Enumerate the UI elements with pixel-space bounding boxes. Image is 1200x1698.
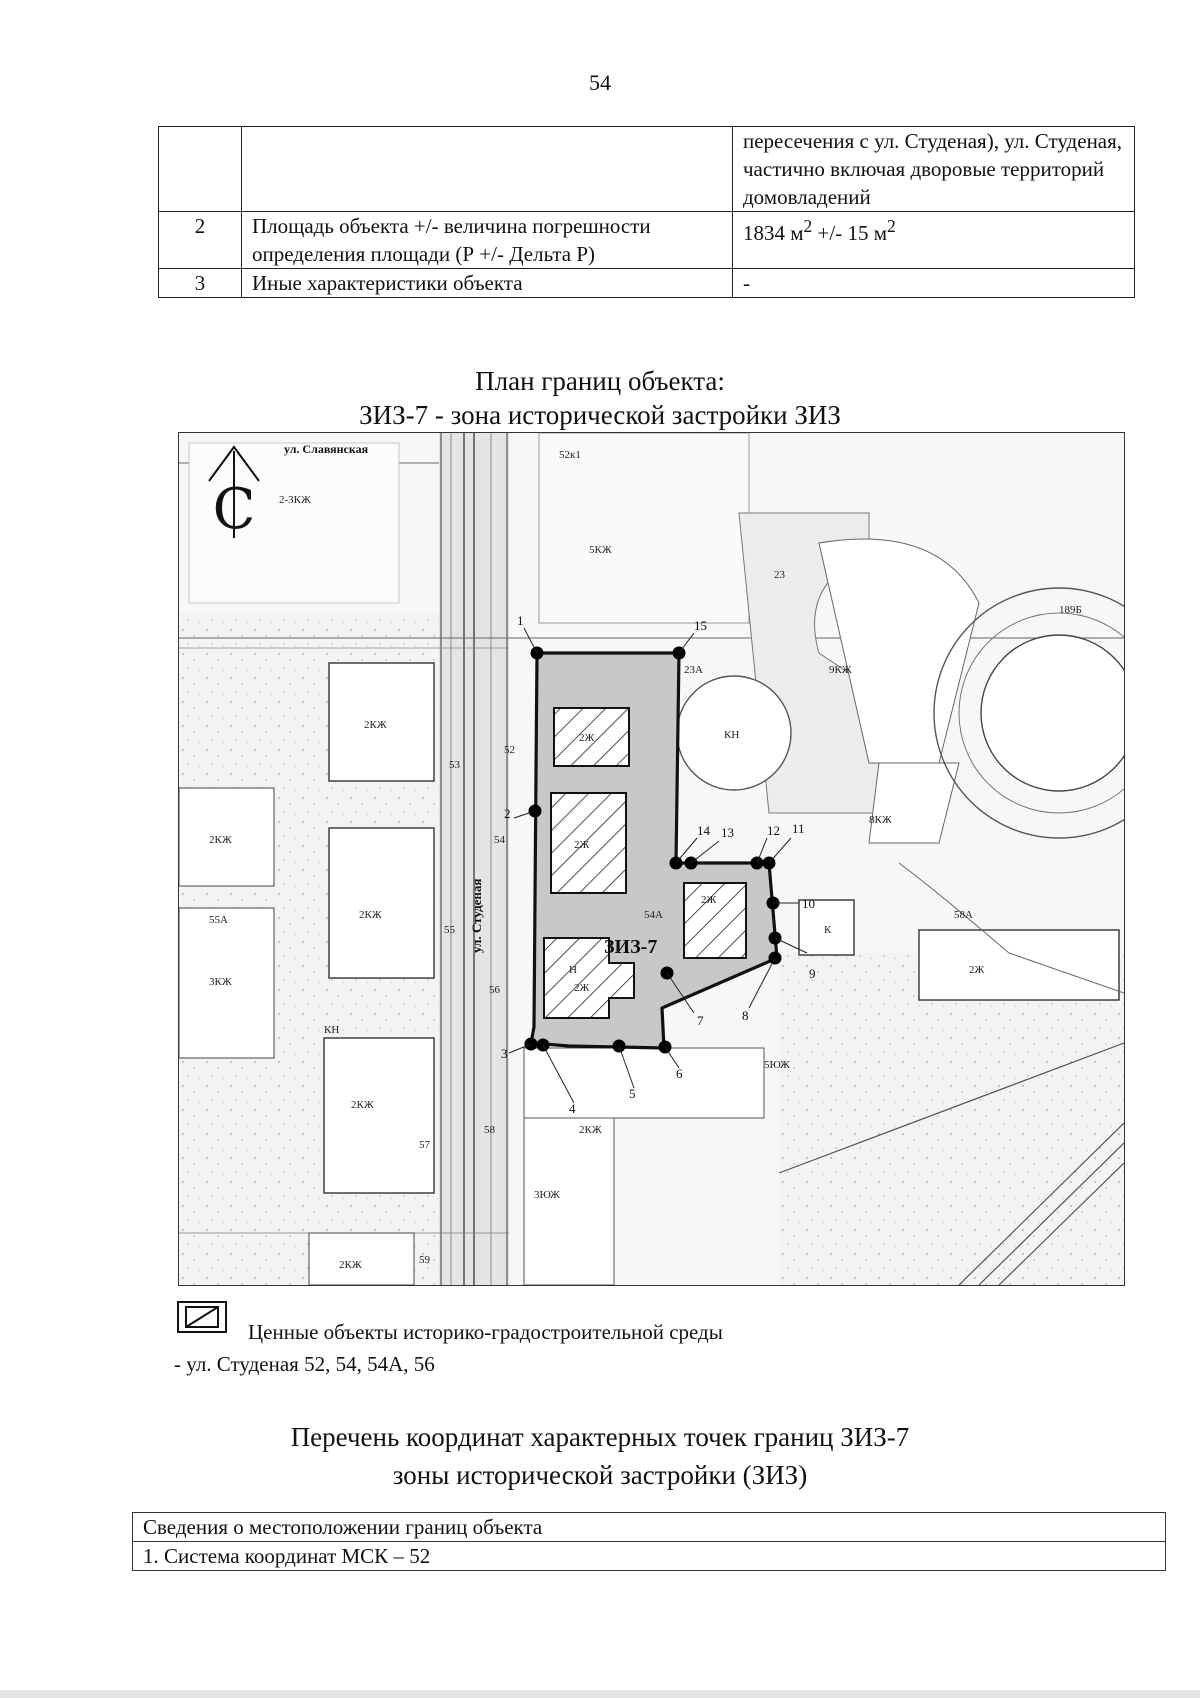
page-edge [0, 1690, 1200, 1698]
parcel-label: 2КЖ [579, 1124, 602, 1136]
table-cell: Сведения о местоположении границ объекта [133, 1513, 1166, 1542]
parcel-label: КН [724, 729, 740, 741]
area-main: 1834 м [743, 221, 804, 245]
row-label: Иные характеристики объекта [242, 269, 733, 298]
table-row [159, 127, 1135, 212]
parcel-label: 54А [644, 909, 663, 921]
parcel-label: 2-3КЖ [279, 494, 311, 506]
parcel-label: 2Ж [574, 982, 590, 994]
table-row [133, 1542, 1166, 1571]
point-label: 14 [697, 823, 710, 838]
point-label: 2 [504, 806, 511, 821]
north-letter: С [212, 477, 256, 542]
parcel-label: 58А [954, 909, 973, 921]
point-label: 9 [809, 966, 816, 981]
row-label: Площадь объекта +/- величина погрешности определения площади (Р +/- Дельта Р) [242, 212, 733, 269]
row-number: 3 [159, 269, 242, 298]
parcel-label: 2КЖ [339, 1259, 362, 1271]
parcel-label: 56 [489, 984, 500, 996]
point-label: 1 [517, 613, 524, 628]
point-label: 8 [742, 1008, 749, 1023]
parcel-label: 54 [494, 834, 505, 846]
hatched-building-legend-icon [176, 1300, 228, 1334]
point-label: 15 [694, 618, 707, 633]
point-label: 10 [802, 896, 815, 911]
parcel-label: 55 [444, 924, 455, 936]
point-label: 7 [697, 1013, 704, 1028]
point-label: 5 [629, 1086, 636, 1101]
parcel-label: 23А [684, 664, 703, 676]
row-value: - [733, 269, 1135, 298]
parcel-label: 2КЖ [351, 1099, 374, 1111]
parcel-label: 2Ж [969, 964, 985, 976]
point-label: 6 [676, 1066, 683, 1081]
object-info-table [158, 126, 1135, 298]
page-number: 54 [589, 70, 611, 95]
point-label: 11 [792, 821, 805, 836]
street-label: ул. Студеная [469, 878, 484, 953]
parcel-label: 189Б [1059, 604, 1082, 616]
parcel-label: 3ЮЖ [534, 1189, 560, 1201]
parcel-label: 2КЖ [209, 834, 232, 846]
parcel-label: 5ЮЖ [764, 1059, 790, 1071]
parcel-label: 8КЖ [869, 814, 892, 826]
parcel-label: 2Ж [701, 894, 717, 906]
parcel-label: 57 [419, 1139, 430, 1151]
parcel-label: 55А [209, 914, 228, 926]
parcel-label: 53 [449, 759, 460, 771]
parcel-label: 9КЖ [829, 664, 852, 676]
table-cell: 1. Система координат МСК – 52 [133, 1542, 1166, 1571]
table-row [133, 1513, 1166, 1542]
parcel-label: 2Ж [574, 839, 590, 851]
coordinates-title-line1: Перечень координат характерных точек границ ЗИЗ-7 [290, 1422, 910, 1452]
parcel-label: 2Ж [579, 732, 595, 744]
point-label: 4 [569, 1101, 576, 1116]
point-label: 3 [501, 1046, 508, 1061]
parcel-label: 52 [504, 744, 515, 756]
coordinates-title-line2: зоны исторической застройки (ЗИЗ) [392, 1460, 808, 1490]
parcel-label: 59 [419, 1254, 430, 1266]
row-number: 2 [159, 212, 242, 269]
row-number [159, 127, 242, 212]
parcel-label: 23 [774, 569, 785, 581]
parcel-label: 58 [484, 1124, 495, 1136]
parcel-label: 2КЖ [364, 719, 387, 731]
point-label: 12 [767, 823, 780, 838]
parcel-label: 3КЖ [209, 976, 232, 988]
plan-title-line2: ЗИЗ-7 - зона исторической застройки ЗИЗ [359, 400, 841, 430]
parcel-label: 52к1 [559, 449, 581, 461]
plan-title-line1: План границ объекта: [475, 366, 725, 396]
area-value [733, 212, 1135, 269]
row-label [242, 127, 733, 212]
plan-title [0, 364, 1200, 432]
coordinates-table [132, 1512, 1166, 1571]
parcel-label: 5КЖ [589, 544, 612, 556]
error-unit-power: 2 [887, 216, 896, 236]
parcel-label: К [824, 924, 832, 936]
area-unit-power: 2 [803, 216, 813, 236]
parcel-label: 2КЖ [359, 909, 382, 921]
area-error: +/- 15 м [812, 221, 888, 245]
legend-text: Ценные объекты историко-градостроительной среды [248, 1320, 723, 1344]
row-value: пересечения с ул. Студеная), ул. Студеная, частично включая дворовые территорий домовладений [733, 127, 1135, 212]
zone-label: ЗИЗ-7 [604, 936, 658, 958]
legend-addresses: - ул. Студеная 52, 54, 54А, 56 [174, 1352, 435, 1376]
table-row [159, 269, 1135, 298]
street-label: ул. Славянская [284, 442, 369, 456]
parcel-label: Н [569, 964, 577, 976]
point-label: 13 [721, 825, 734, 840]
coordinates-title [0, 1418, 1200, 1494]
table-row [159, 212, 1135, 269]
boundary-map [178, 432, 1125, 1286]
parcel-label: КН [324, 1024, 340, 1036]
